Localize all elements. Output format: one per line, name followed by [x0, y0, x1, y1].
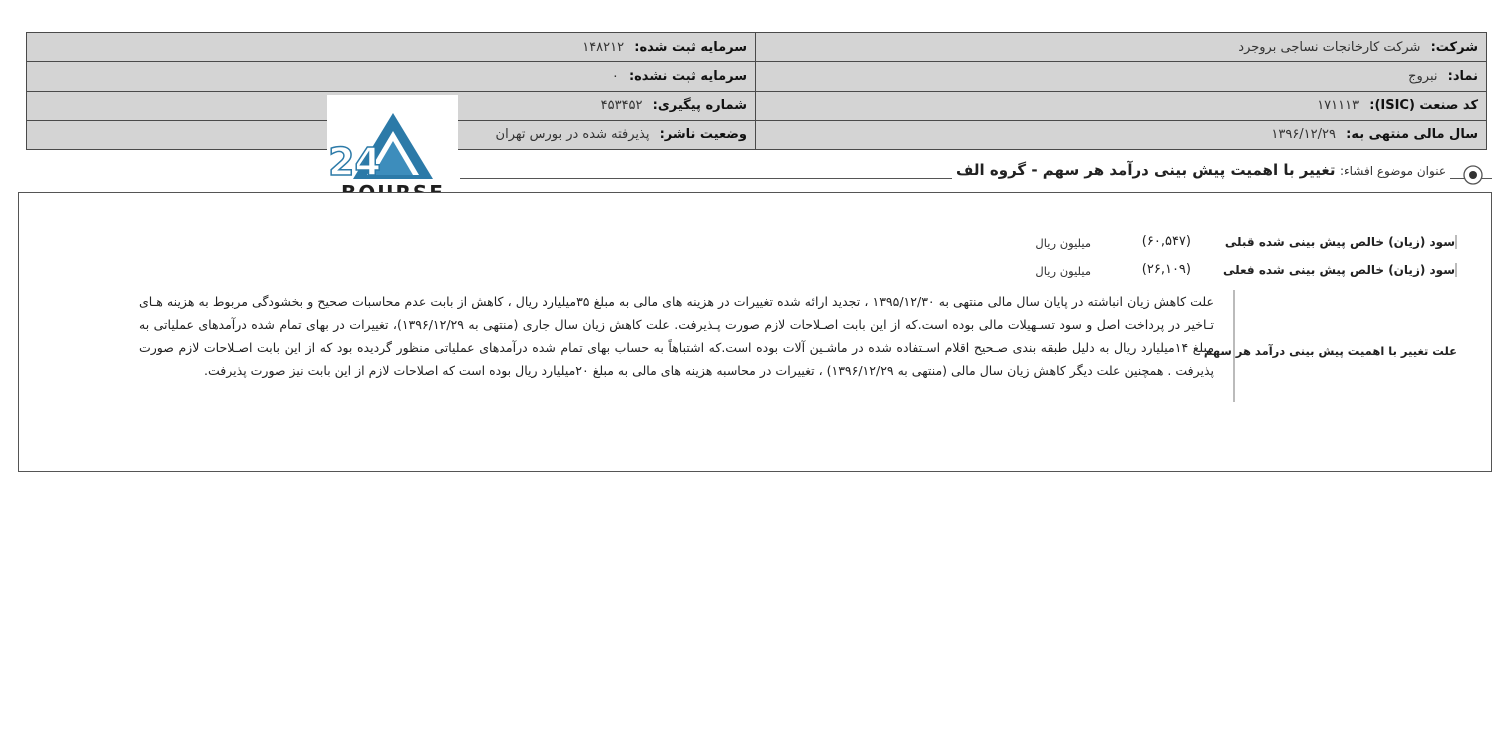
change-reason-text: علت کاهش زیان انباشته در پایان سال مالی منتهی به ۱۳۹۵/۱۲/۳۰ ، تجدید ارائه شده تغییرات در هزینه های مالی به مبلغ ۳۵میلیارد ریال ، کاهش از بابت عدم محاسبات صحیح و بخشودگی مربوط به هزینه هـای تـاخیر در پرداخت اصل و سود تسـهیلات مالی بوده است.که از این بابت اصـلاحات لازم صورت پـذیرفت. علت کاهش زیان سال جاری (منتهی به ۱۳۹۶/۱۲/۲۹)، تغییرات در بهای تمام شده درآمدهای عملیاتی به مبلغ ۱۴میلیارد ریال به دلیل طبقه بندی صـحیح اقلام اسـتفاده شده در ماشـین آلات بوده است.که اشتباهاً به حساب بهای تمام شده درآمدهای عملیاتی منظور گردیده بود که از این بابت اصـلاحات لازم صورت پذیرفت . همچنین علت دیگر کاهش زیان سال مالی (منتهی به ۱۳۹۶/۱۲/۲۹) ، تغییرات در محاسبه هزینه های مالی به مبلغ ۲۰میلیارد ریال بوده است که اصلاحات لازم از این بابت نیز صورت پذیرفت.	[139, 294, 1215, 378]
isic-cell	[756, 91, 1487, 120]
symbol-label: نماد:	[1447, 68, 1478, 84]
registered-capital-label: سرمایه ثبت شده:	[634, 39, 747, 55]
publisher-status-value: پذیرفته شده در بورس تهران	[495, 127, 650, 143]
change-reason-label: علت تغییر با اهمیت پیش بینی درآمد هر سهم	[1203, 344, 1457, 358]
current-forecast-label: سود (زیان) خالص پیش بینی شده فعلی	[1217, 263, 1457, 277]
symbol-cell	[756, 62, 1487, 91]
company-value: شرکت کارخانجات نساجی بروجرد	[1238, 39, 1421, 55]
info-row	[27, 33, 1487, 62]
target-icon	[1462, 164, 1484, 186]
current-forecast-value: (۲۶,۱۰۹)	[1141, 262, 1191, 277]
fiscal-year-label: سال مالی منتهی به:	[1346, 127, 1478, 143]
company-label: شرکت:	[1430, 39, 1478, 55]
tracking-label: شماره پیگیری:	[652, 98, 747, 114]
info-row	[27, 91, 1487, 120]
previous-forecast-unit: میلیون ریال	[1035, 236, 1091, 250]
company-info-table	[26, 32, 1487, 150]
symbol-value: نبروج	[1408, 68, 1438, 84]
unregistered-capital-label: سرمایه ثبت نشده:	[628, 68, 747, 84]
unregistered-capital-value: ۰	[611, 68, 619, 84]
previous-forecast-label: سود (زیان) خالص پیش بینی شده قبلی	[1219, 235, 1457, 249]
fiscal-year-value: ۱۳۹۶/۱۲/۲۹	[1271, 127, 1336, 143]
current-forecast-unit: میلیون ریال	[1035, 264, 1091, 278]
tracking-value: ۴۵۳۴۵۲	[600, 98, 643, 114]
publisher-status-label: وضعیت ناشر:	[659, 127, 747, 143]
reason-divider	[1233, 290, 1235, 402]
subject-label: عنوان موضوع افشاء:	[1339, 164, 1446, 178]
unregistered-capital-cell	[27, 62, 756, 91]
disclosure-subject	[952, 161, 1450, 179]
info-row	[27, 120, 1487, 149]
info-row	[27, 62, 1487, 91]
registered-capital-value: ۱۴۸۲۱۲	[582, 39, 625, 55]
forecast-details-panel	[18, 192, 1492, 472]
isic-value: ۱۷۱۱۱۳	[1317, 98, 1360, 114]
previous-forecast-value: (۶۰,۵۴۷)	[1141, 234, 1191, 249]
company-cell	[756, 33, 1487, 62]
registered-capital-cell	[27, 33, 756, 62]
isic-label: کد صنعت (ISIC):	[1369, 98, 1478, 114]
logo-number: 24	[328, 140, 381, 184]
subject-title: تغییر با اهمیت پیش بینی درآمد هر سهم - گروه الف	[956, 161, 1336, 179]
fiscal-year-cell	[756, 120, 1487, 149]
disclosure-subject-bar	[20, 158, 1492, 186]
